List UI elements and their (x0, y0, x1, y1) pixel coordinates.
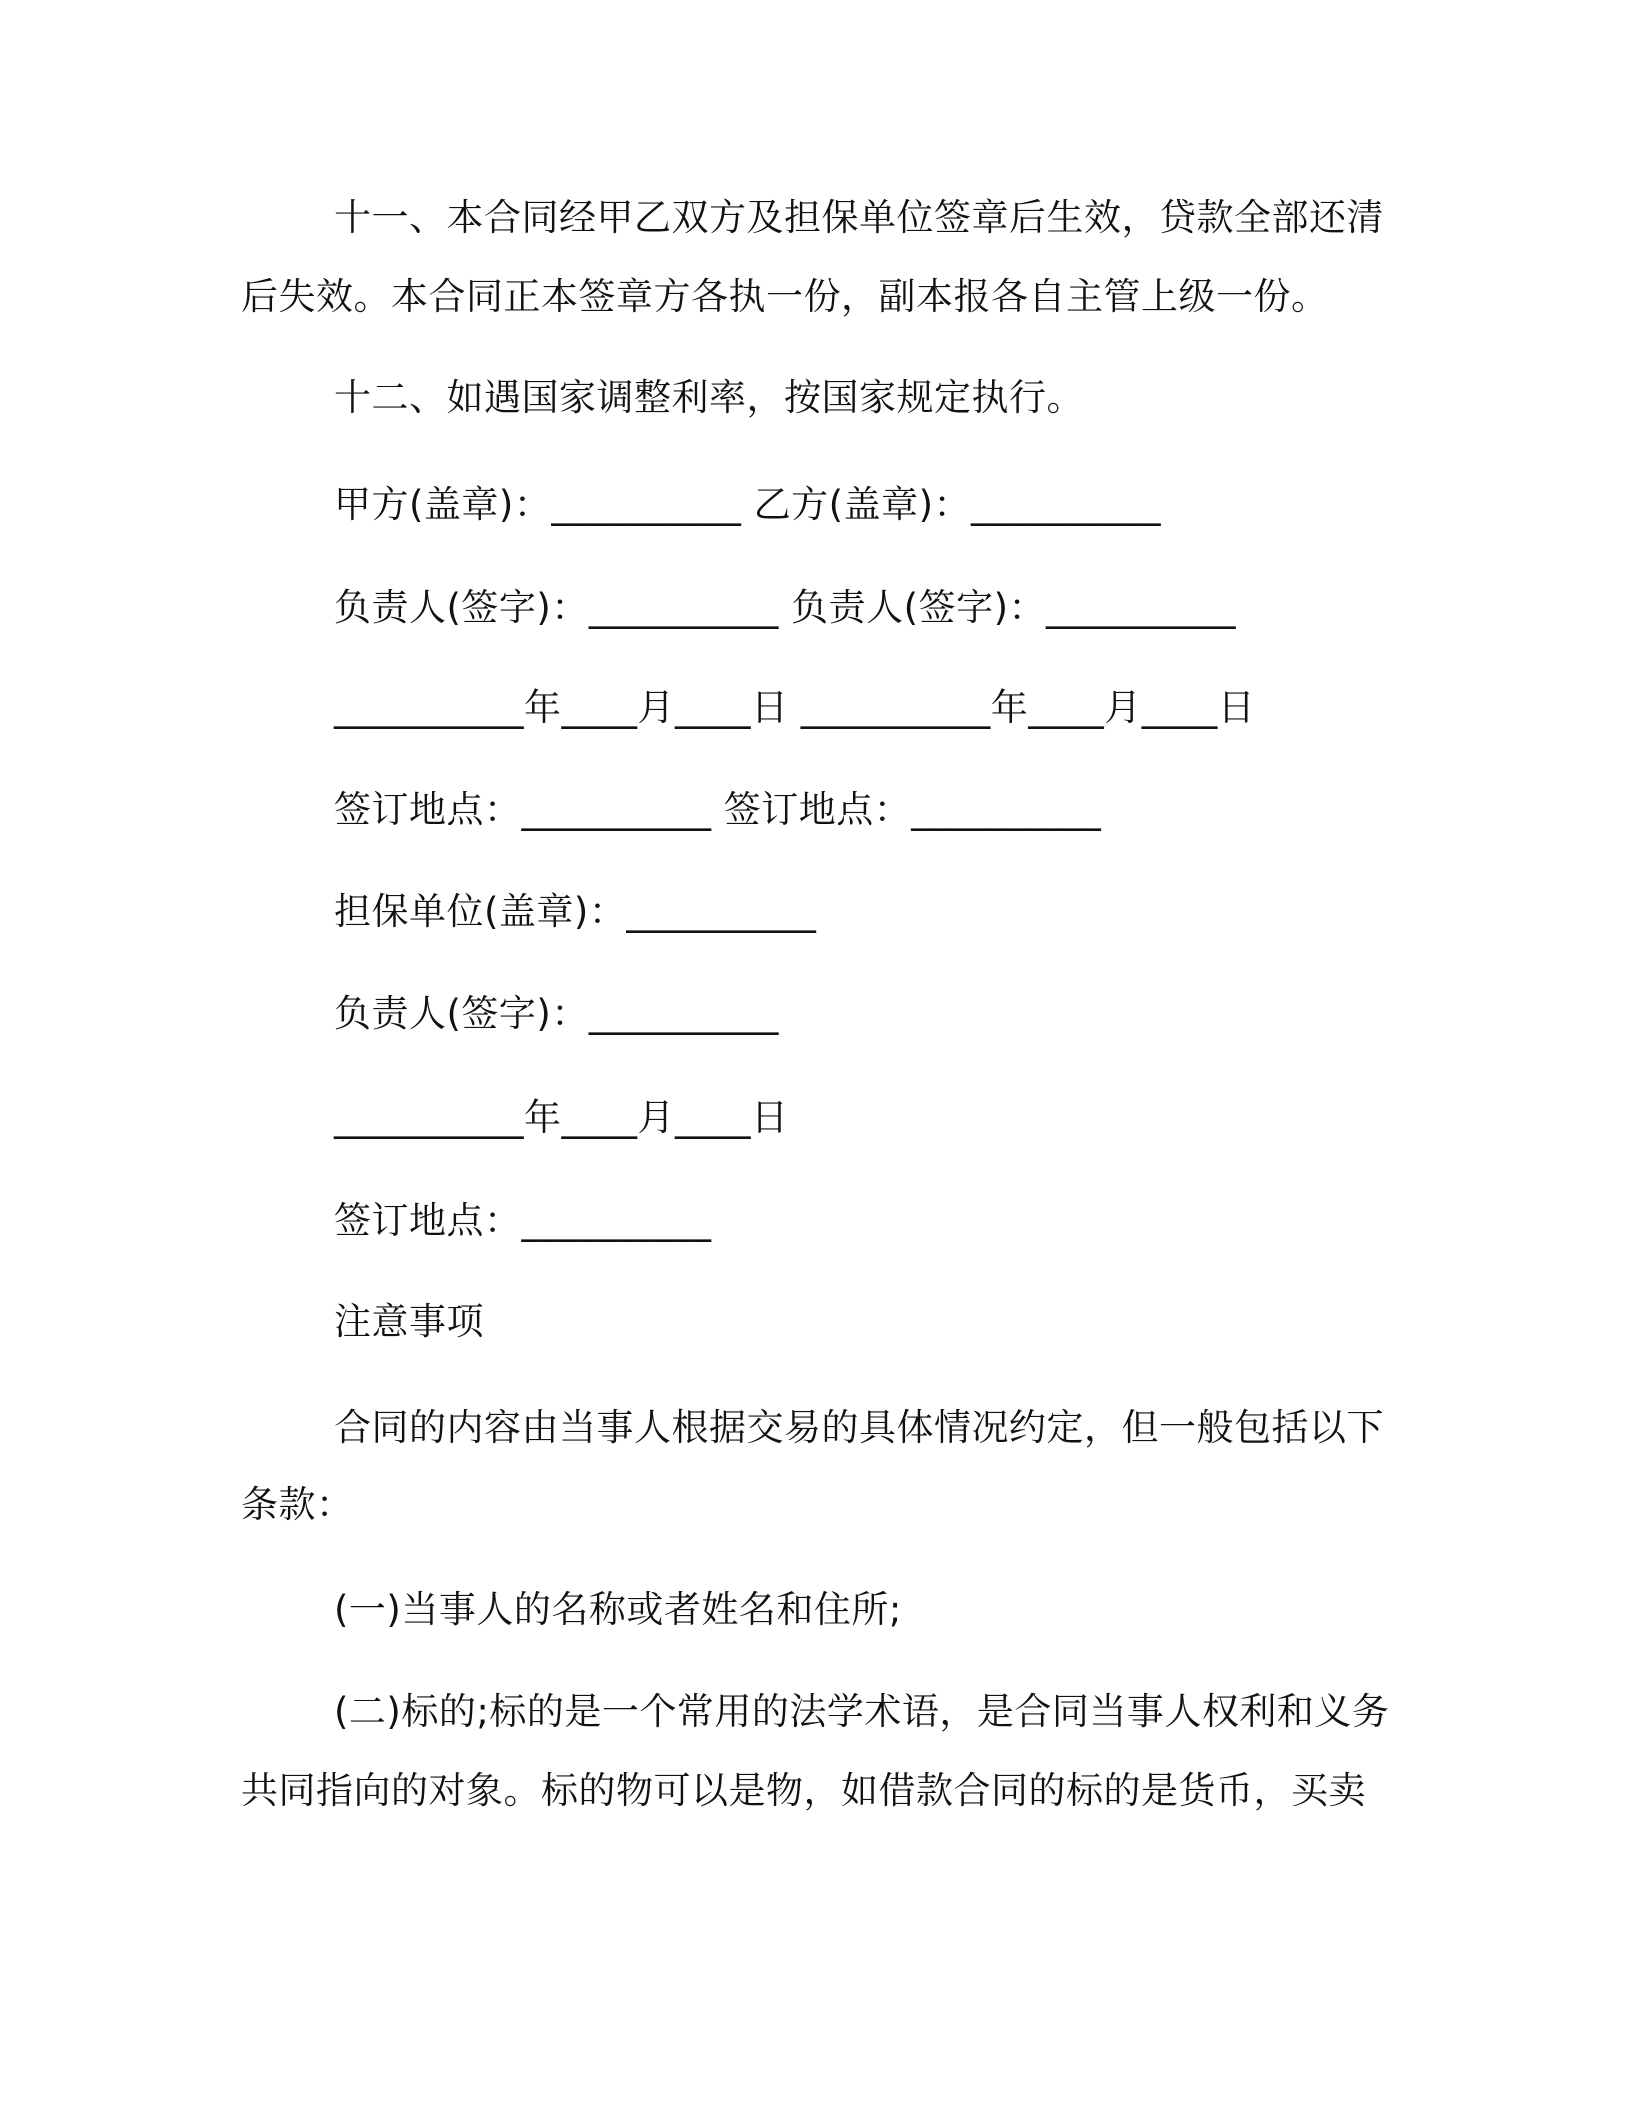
guarantor-responsible-person: 负责人(签字)：__________ (334, 992, 779, 1035)
signature-party-a-b-seal: 甲方(盖章)：__________ 乙方(盖章)：__________ (334, 483, 1162, 526)
notes-heading: 注意事项 (334, 1300, 484, 1343)
clause-11-line-2: 后失效。本合同正本签章方各执一份，副本报各自主管上级一份。 (241, 275, 1329, 318)
item-2-line-1: (二)标的;标的是一个常用的法学术语，是合同当事人权利和义务 (334, 1690, 1390, 1733)
signature-dates: __________年____月____日 __________年____月____日 (334, 686, 1256, 729)
clause-12: 十二、如遇国家调整利率，按国家规定执行。 (334, 376, 1084, 419)
item-1: (一)当事人的名称或者姓名和住所; (334, 1588, 902, 1631)
item-2-line-2: 共同指向的对象。标的物可以是物，如借款合同的标的是货币，买卖 (241, 1769, 1366, 1812)
signature-responsible-persons: 负责人(签字)：__________ 负责人(签字)：__________ (334, 586, 1237, 629)
notes-paragraph-line-2: 条款： (241, 1483, 354, 1526)
signing-locations: 签订地点：__________ 签订地点：__________ (334, 788, 1102, 831)
clause-11-line-1: 十一、本合同经甲乙双方及担保单位签章后生效，贷款全部还清 (334, 196, 1384, 239)
guarantor-signing-location: 签订地点：__________ (334, 1199, 712, 1242)
guarantor-seal: 担保单位(盖章)：__________ (334, 890, 817, 933)
guarantor-date: __________年____月____日 (334, 1096, 789, 1139)
notes-paragraph-line-1: 合同的内容由当事人根据交易的具体情况约定，但一般包括以下 (334, 1406, 1384, 1449)
